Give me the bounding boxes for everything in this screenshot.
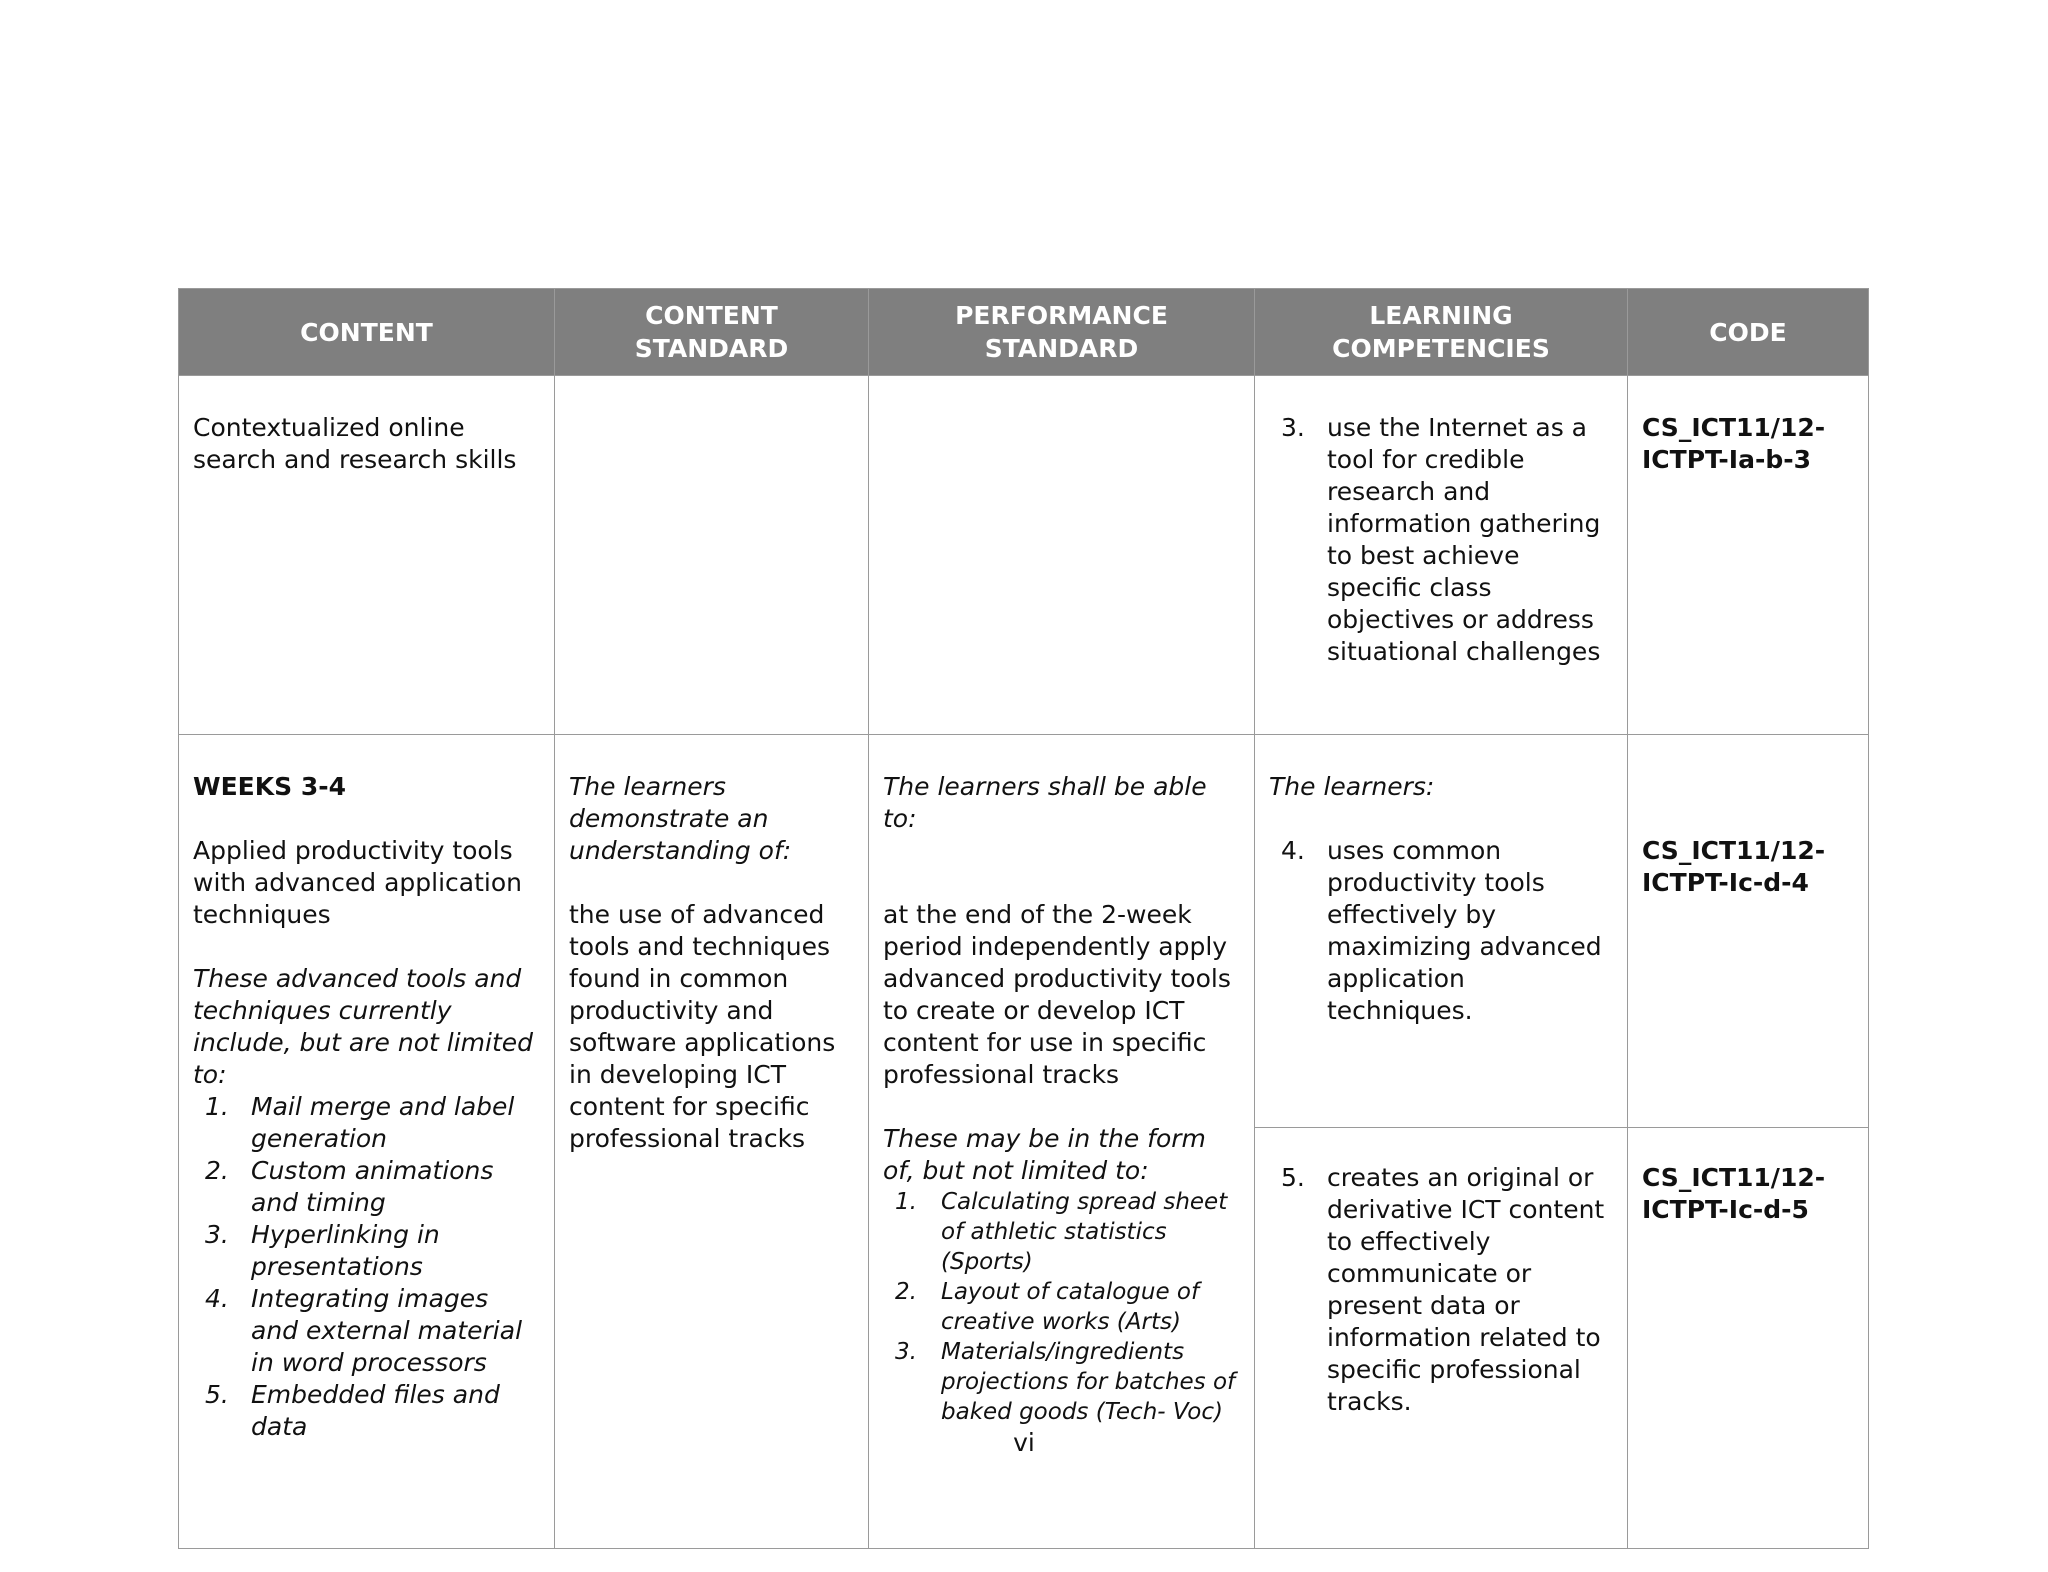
list-item — [883, 1277, 1240, 1337]
row2-content-cell — [179, 735, 555, 1549]
row2-competency-a-list — [1269, 835, 1613, 1027]
row2-content-list — [193, 1091, 540, 1443]
row2-performance-standard-cell — [869, 735, 1255, 1549]
item-text: Mail merge and label generation — [251, 1092, 515, 1153]
row2-content-intro: These advanced tools and techniques currently include, but are not limited to: — [193, 964, 533, 1089]
item-text: Hyperlinking in presentations — [251, 1220, 440, 1281]
row2-performance-text: at the end of the 2-week period independently apply advanced productivity tools to create or develop ICT content for use in specific professional tracks — [883, 900, 1231, 1089]
row2-weeks: WEEKS 3-4 — [193, 772, 346, 801]
table-header-row — [179, 289, 1869, 376]
row1-competency-cell — [1255, 376, 1628, 735]
row2-standard-intro: The learners demonstrate an understanding of: — [569, 772, 792, 865]
row2-competency-b-list — [1269, 1162, 1613, 1418]
table-row — [179, 376, 1869, 735]
page-number: vi — [1013, 1428, 1035, 1457]
list-item — [193, 1155, 540, 1219]
item-text: Layout of catalogue of creative works (Arts) — [941, 1279, 1200, 1335]
row2-standard-text: the use of advanced tools and techniques found in common productivity and software applications in developing ICT content for specific professional tracks — [569, 900, 836, 1153]
item-text: Materials/ingredients projections for batches of baked goods (Tech- Voc) — [941, 1339, 1236, 1425]
row2-performance-list-intro: These may be in the form of, but not limited to: — [883, 1124, 1206, 1185]
item-number: 1. — [205, 1092, 229, 1121]
row2-competency-a-cell — [1255, 735, 1628, 1128]
item-text: Integrating images and external material in word processors — [251, 1284, 523, 1377]
item-number: 3. — [205, 1220, 229, 1249]
row2-code-b: CS_ICT11/12-ICTPT-Ic-d-5 — [1642, 1163, 1826, 1224]
item-number: 1. — [895, 1189, 917, 1215]
row2-content-standard-cell — [555, 735, 869, 1549]
row2-competency-intro: The learners: — [1269, 772, 1435, 801]
row2-competency-b-cell — [1255, 1128, 1628, 1549]
list-item — [883, 1337, 1240, 1427]
competency-number: 5. — [1281, 1163, 1305, 1192]
item-number: 3. — [895, 1339, 917, 1365]
header-learning-competencies — [1255, 289, 1628, 376]
competency-number: 4. — [1281, 836, 1305, 865]
curriculum-table — [178, 288, 1869, 1549]
competency-text: creates an original or derivative ICT content to effectively communicate or present data or information related to specific professional tracks. — [1327, 1163, 1605, 1416]
header-content-standard — [555, 289, 869, 376]
list-item — [1269, 1162, 1613, 1418]
competency-number: 3. — [1281, 413, 1305, 442]
item-number: 2. — [895, 1279, 917, 1305]
row2-performance-intro: The learners shall be able to: — [883, 772, 1207, 833]
competency-text: use the Internet as a tool for credible research and information gathering to best achieve specific class objectives or address situational challenges — [1327, 413, 1601, 666]
header-content-standard-text: CONTENT STANDARD — [634, 301, 789, 363]
list-item — [883, 1187, 1240, 1277]
row1-performance-standard-cell — [869, 376, 1255, 735]
header-code: CODE — [1628, 289, 1869, 376]
row2-content-title: Applied productivity tools with advanced application techniques — [193, 836, 522, 929]
list-item — [193, 1091, 540, 1155]
row2-code-b-cell — [1628, 1128, 1869, 1549]
list-item — [193, 1219, 540, 1283]
list-item — [1269, 835, 1613, 1027]
header-performance-standard — [869, 289, 1255, 376]
row1-content-standard-cell — [555, 376, 869, 735]
list-item — [193, 1283, 540, 1379]
row2-code-a-cell — [1628, 735, 1869, 1128]
header-content: CONTENT — [179, 289, 555, 376]
item-text: Custom animations and timing — [251, 1156, 494, 1217]
item-number: 2. — [205, 1156, 229, 1185]
header-performance-standard-text: PERFORMANCE STANDARD — [955, 301, 1168, 363]
row1-code-cell — [1628, 376, 1869, 735]
competency-text: uses common productivity tools effectively by maximizing advanced application techniques. — [1327, 836, 1602, 1025]
row2-performance-list — [883, 1187, 1240, 1427]
list-item — [1269, 412, 1613, 668]
row1-content: Contextualized online search and research skills — [193, 413, 517, 474]
header-learning-competencies-text: LEARNING COMPETENCIES — [1332, 301, 1550, 363]
row1-code: CS_ICT11/12-ICTPT-Ia-b-3 — [1642, 413, 1826, 474]
item-number: 4. — [205, 1284, 229, 1313]
row1-competency-list — [1269, 412, 1613, 668]
table-row — [179, 735, 1869, 1128]
item-number: 5. — [205, 1380, 229, 1409]
item-text: Embedded files and data — [251, 1380, 500, 1441]
row2-code-a: CS_ICT11/12-ICTPT-Ic-d-4 — [1642, 836, 1826, 897]
item-text: Calculating spread sheet of athletic statistics (Sports) — [941, 1189, 1228, 1275]
row1-content-cell — [179, 376, 555, 735]
